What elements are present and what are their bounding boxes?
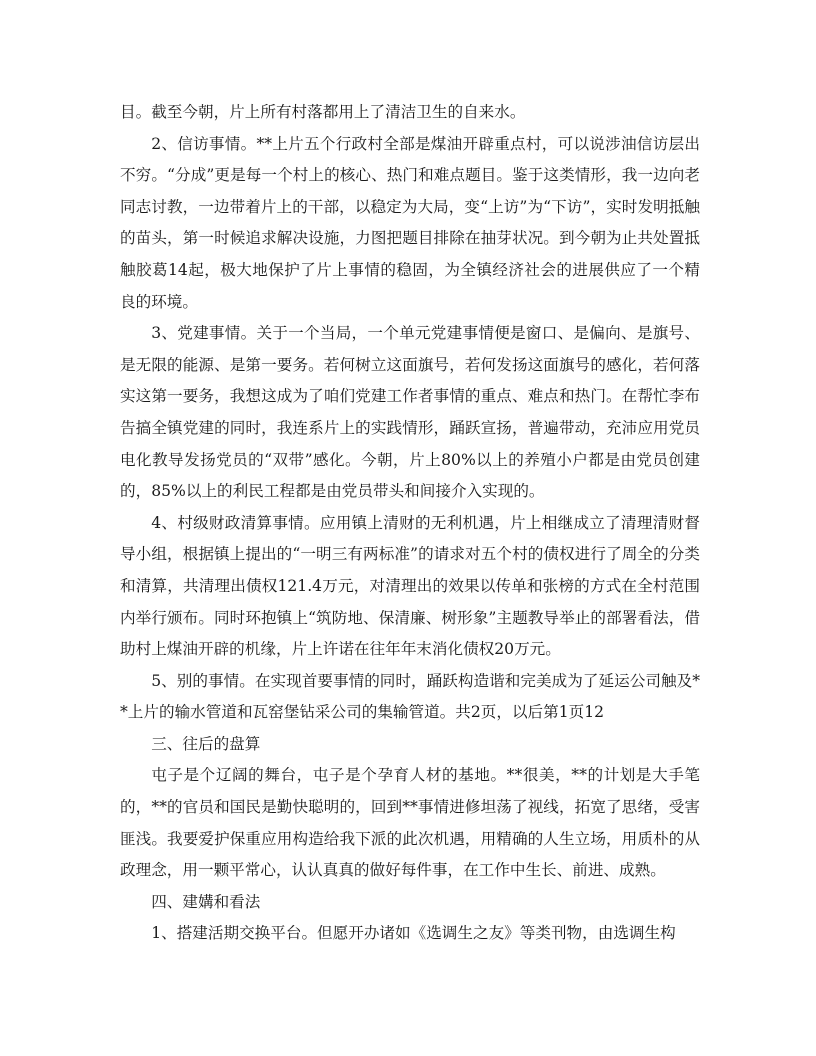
paragraph-suggestion-1: 1、搭建活期交换平台。但愿开办诸如《选调生之友》等类刊物，由选调生构 (151, 924, 676, 943)
paragraph-plans: 屯子是个辽阔的舞台，屯子是个孕育人材的基地。**很美，**的计划是大手笔的，**的官员和国民是勤快聪明的，回到**事情进修坦荡了视线，拓宽了思绪，受害匪浅。我要爱护保重应用构造给我下派的此次机遇，用精确的人生立场，用质朴的从政理念，用一颗平常心，认认真真的做好每件事，在工作中生长、前进、成熟。 (120, 766, 700, 880)
section-heading-plans: 三、往后的盘算 (151, 734, 261, 753)
section-heading-suggestions: 四、建媾和看法 (151, 892, 261, 911)
paragraph-party-building: 3、党建事情。关于一个当局，一个单元党建事情便是窗口、是偏向、是旗号、是无限的能源、是第一要务。若何树立这面旗号，若何发扬这面旗号的感化，若何落实这第一要务，我想这成为了咱们党建工作者事情的重点、难点和热门。在帮忙李布告搞全镇党建的同时，我连系片上的实践情形，踊跃宣扬，普遍带动，充沛应用党员电化教导发扬党员的“双带”感化。今朝，片上80%以上的养殖小户都是由党员创建的，85%以上的利民工程都是由党员带头和间接介入实现的。 (120, 324, 700, 501)
paragraph-other-work: 5、别的事情。在实现首要事情的同时，踊跃构造谐和完美成为了延运公司触及**上片的输水管道和瓦窑堡钻采公司的集输管道。共2页，以后第1页12 (120, 671, 700, 722)
document-body (120, 97, 700, 950)
paragraph-petition-work: 2、信访事情。**上片五个行政村全部是煤油开辟重点村，可以说涉油信访层出不穷。“分成”更是每一个村上的核心、热门和难点题目。鉴于这类情形，我一边向老同志讨教，一边带着片上的干部，以稳定为大局，变“上访”为“下访”，实时发明抵触的苗头，第一时候追求解决设施，力图把题目排除在抽芽状况。到今朝为止共处置抵触胶葛14起，极大地保护了片上事情的稳固，为全镇经济社会的进展供应了一个精良的环境。 (120, 134, 700, 311)
paragraph-continuation: 目。截至今朝，片上所有村落都用上了清洁卫生的自来水。 (120, 103, 526, 121)
paragraph-village-finance: 4、村级财政清算事情。应用镇上清财的无利机遇，片上相继成立了清理清财督导小组，根据镇上提出的“一明三有两标准”的请求对五个村的债权进行了周全的分类和清算，共清理出债权121.4万元，对清理出的效果以传单和张榜的方式在全村范围内举行颁布。同时环抱镇上“筑防地、保清廉、树形象”主题教导举止的部署看法，借助村上煤油开辟的机缘，片上许诺在往年年末消化债权20万元。 (120, 513, 700, 659)
